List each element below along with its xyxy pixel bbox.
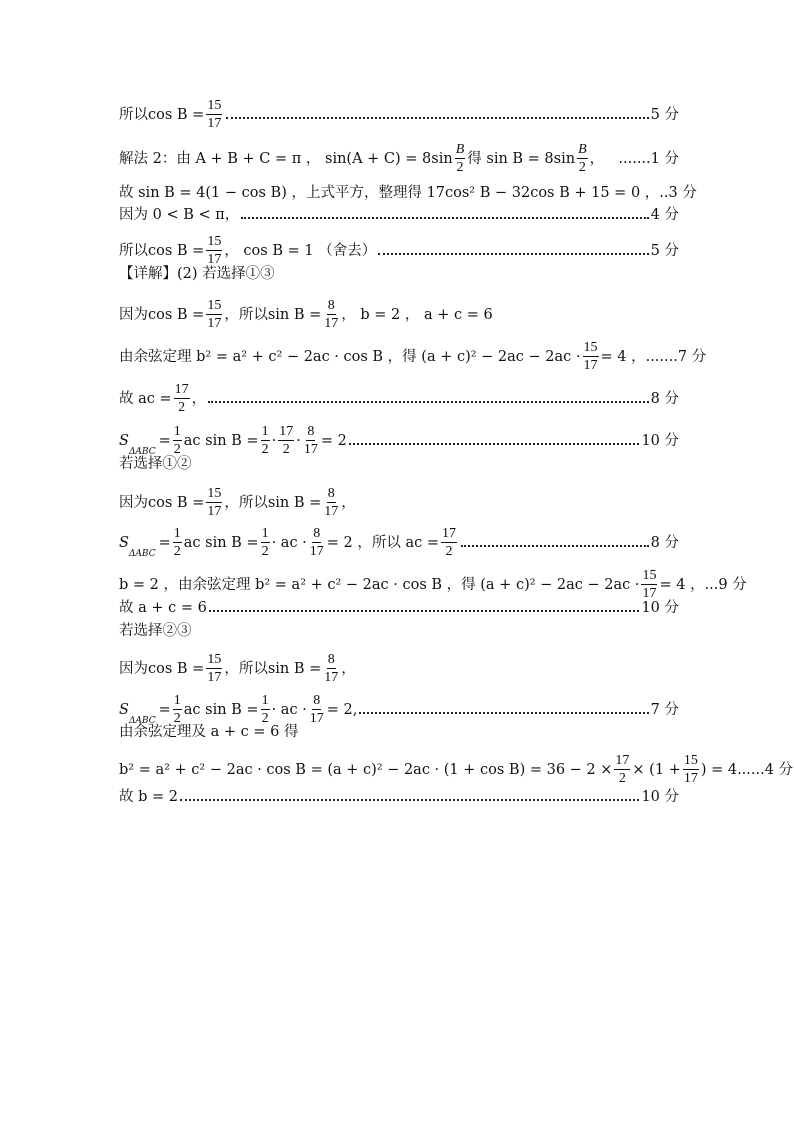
text: = xyxy=(158,534,171,551)
text: 由余弦定理 b² = a² + c² − 2ac · cos B ，得 (a + c)² − 2ac − 2ac · xyxy=(119,348,581,365)
fraction: $\frac{1}{2}$ xyxy=(173,424,181,457)
score: 10 分 xyxy=(641,789,679,805)
line-b-result xyxy=(119,789,679,805)
section-heading-1-3 xyxy=(119,266,679,282)
text: ， xyxy=(341,660,356,677)
text: 因为 0 < B < π， xyxy=(119,207,240,223)
score: 8 分 xyxy=(650,390,679,407)
fraction: $\frac{1}{2}$ xyxy=(261,526,269,559)
line-given-1-2 xyxy=(119,486,679,519)
score: 5 分 xyxy=(650,242,679,259)
dot-leader xyxy=(180,799,639,801)
fraction: $\frac{15}{17}$ xyxy=(642,568,657,601)
text: · ac · xyxy=(271,534,307,551)
dot-leader xyxy=(461,545,649,547)
subscript: ΔABC xyxy=(128,447,156,457)
fraction: $\frac{B}{2}$ xyxy=(578,142,587,175)
text: = 2 ，所以 ac = xyxy=(326,534,440,551)
text: 因为cos B = xyxy=(119,660,205,677)
text: ac sin B = xyxy=(183,701,259,718)
line-ac-value xyxy=(119,382,679,415)
text: S xyxy=(119,701,129,718)
text: 解法 2：由 A + B + C = π ， sin(A + C) = 8sin xyxy=(119,150,453,167)
line-cosine-law-1-3 xyxy=(119,340,707,373)
section-heading-1-2 xyxy=(119,456,679,472)
text: 所以cos B = xyxy=(119,242,205,259)
fraction: $\frac{1}{2}$ xyxy=(173,526,181,559)
text: 故 ac = xyxy=(119,390,172,407)
dot-leader xyxy=(359,712,648,714)
fraction: $\frac{15}{17}$ xyxy=(207,486,222,519)
score: 4 分 xyxy=(650,207,679,223)
text: = 4 ， xyxy=(659,576,705,593)
text: = 2, xyxy=(326,701,358,718)
fraction: $\frac{15}{17}$ xyxy=(207,298,222,331)
line-a-plus-c xyxy=(119,600,679,616)
line-squared xyxy=(119,185,697,201)
subscript: ΔABC xyxy=(128,716,156,726)
fraction: $\frac{8}{17}$ xyxy=(324,486,339,519)
fraction: $\frac{15}{17}$ xyxy=(683,753,698,786)
text: = xyxy=(158,432,171,449)
score: .......7 分 xyxy=(645,348,707,365)
text: × (1 + xyxy=(632,761,681,778)
dot-leader xyxy=(241,217,648,219)
text: ，所以sin B = xyxy=(224,494,322,511)
fraction: $\frac{15}{17}$ xyxy=(207,98,222,131)
text: ， xyxy=(589,150,605,167)
line-area-1-2 xyxy=(119,526,679,559)
text: ， xyxy=(341,494,356,511)
fraction: $\frac{8}{17}$ xyxy=(324,652,339,685)
text: b = 2 ，由余弦定理 b² = a² + c² − 2ac · cos B ，得 (a + c)² − 2ac − 2ac · xyxy=(119,576,640,593)
text: ac sin B = xyxy=(183,432,259,449)
text: 因为cos B = xyxy=(119,494,205,511)
line-method-2 xyxy=(119,142,679,175)
line-given-2-3 xyxy=(119,652,679,685)
fraction: $\frac{8}{17}$ xyxy=(309,526,324,559)
score: ......4 分 xyxy=(737,761,794,778)
text: 故 b = 2 xyxy=(119,789,178,805)
line-cosine-law-intro xyxy=(119,724,679,740)
fraction: $\frac{15}{17}$ xyxy=(207,652,222,685)
score: 5 分 xyxy=(650,106,679,123)
fraction: $\frac{17}{2}$ xyxy=(615,753,630,786)
score: 10 分 xyxy=(641,600,679,616)
text: 故 sin B = 4(1 − cos B) ，上式平方，整理得 17cos² B − 32cos B + 15 = 0 ， xyxy=(119,185,660,201)
score: 8 分 xyxy=(650,534,679,551)
fraction: $\frac{17}{2}$ xyxy=(279,424,294,457)
line-area-1-3: S ΔABC = $\frac{1}{2}$ ac sin B = $\frac{1}{2}$ · $\frac{17}{2}$ · $\frac{8}{17}$ = 2 10 分 xyxy=(119,424,679,457)
dot-leader xyxy=(226,117,648,119)
line-given-1-3 xyxy=(119,298,679,331)
text: 若选择①② xyxy=(119,456,192,472)
text: S xyxy=(119,432,129,449)
text: ，所以sin B = xyxy=(224,660,322,677)
fraction: $\frac{8}{17}$ xyxy=(324,298,339,331)
score: 10 分 xyxy=(641,432,679,449)
text: = 4 ， xyxy=(600,348,646,365)
fraction: $\frac{1}{2}$ xyxy=(261,693,269,726)
text: ) = 4 xyxy=(700,761,738,778)
fraction: $\frac{1}{2}$ xyxy=(261,424,269,457)
score: ..3 分 xyxy=(659,185,697,201)
text: 若选择②③ xyxy=(119,623,192,639)
fraction: $\frac{17}{2}$ xyxy=(174,382,189,415)
text: ， cos B = 1 （舍去） xyxy=(224,242,377,259)
score: .......1 分 xyxy=(618,150,679,167)
dot-leader xyxy=(209,610,640,612)
text: b² = a² + c² − 2ac · cos B = (a + c)² − 2ac · (1 + cos B) = 36 − 2 × xyxy=(119,761,613,778)
text: · ac · xyxy=(271,701,307,718)
text: 得 sin B = 8sin xyxy=(467,150,576,167)
score: ...9 分 xyxy=(704,576,747,593)
dot-leader xyxy=(378,253,648,255)
text: 故 a + c = 6 xyxy=(119,600,207,616)
line-cos-b-result-2 xyxy=(119,234,679,267)
text: 由余弦定理及 a + c = 6 得 xyxy=(119,724,299,740)
line-cos-b-result-1 xyxy=(119,98,679,131)
fraction: $\frac{17}{2}$ xyxy=(442,526,457,559)
fraction: $\frac{15}{17}$ xyxy=(207,234,222,267)
subscript: ΔABC xyxy=(128,549,156,559)
dot-leader xyxy=(208,401,649,403)
fraction: $\frac{B}{2}$ xyxy=(455,142,465,175)
line-b-squared xyxy=(119,753,794,786)
text: ，所以sin B = xyxy=(224,306,322,323)
text: 【详解】(2) 若选择①③ xyxy=(119,266,275,282)
fraction: $\frac{8}{17}$ xyxy=(309,693,324,726)
text: 因为cos B = xyxy=(119,306,205,323)
text: ac sin B = xyxy=(183,534,259,551)
dot-leader xyxy=(349,443,640,445)
fraction: $\frac{8}{17}$ xyxy=(303,424,318,457)
text: = 2 xyxy=(320,432,347,449)
score: 7 分 xyxy=(650,701,679,718)
text: = xyxy=(158,701,171,718)
fraction: $\frac{1}{2}$ xyxy=(173,693,181,726)
fraction: $\frac{15}{17}$ xyxy=(583,340,598,373)
line-cosine-law-1-2 xyxy=(119,568,747,601)
text: 所以cos B = xyxy=(119,106,205,123)
text: ， xyxy=(191,390,207,407)
section-heading-2-3 xyxy=(119,623,679,639)
line-b-range xyxy=(119,207,679,223)
text: ， b = 2 ， a + c = 6 xyxy=(341,306,493,323)
text: S xyxy=(119,534,129,551)
line-area-2-3 xyxy=(119,693,679,726)
